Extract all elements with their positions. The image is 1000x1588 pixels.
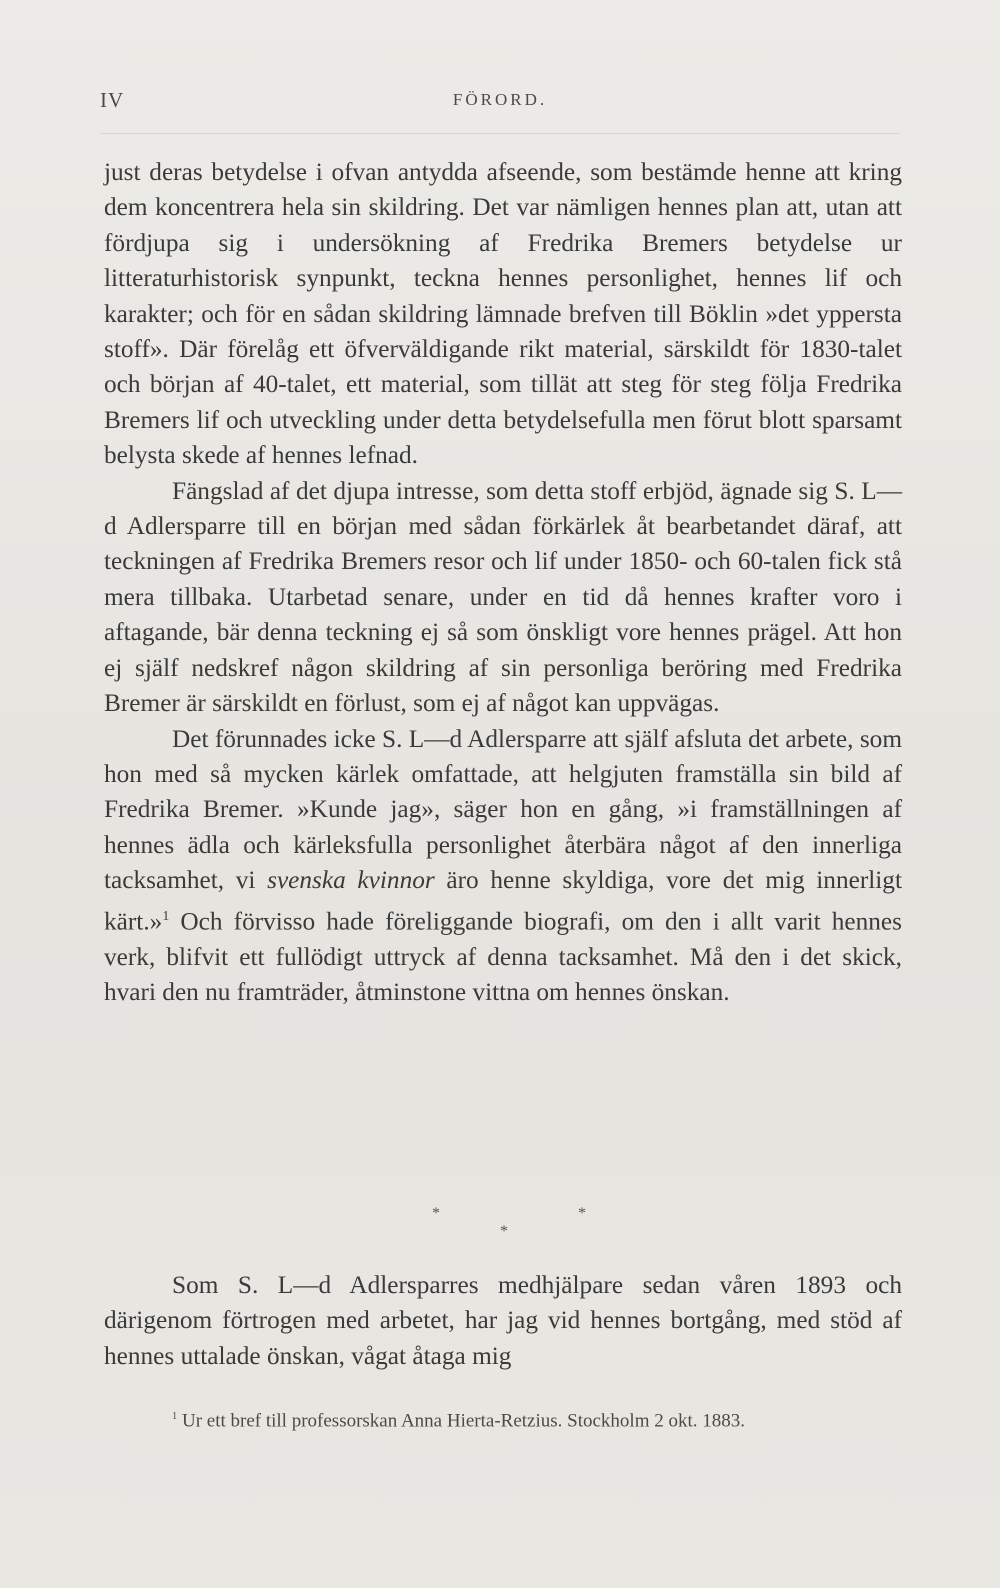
main-text-continued [104, 1268, 902, 1374]
paragraph-4: Som S. L—d Adlersparres medhjälpare sedan våren 1893 och därigenom förtrogen med arbetet, har jag vid hennes bortgång, med stöd af hennes uttalade önskan, vågat åtaga mig [104, 1271, 902, 1370]
footnote-text: Ur ett bref till professorskan Anna Hierta-Retzius. Stockholm 2 okt. 1883. [181, 1410, 746, 1432]
paragraph-2: Fängslad af det djupa intresse, som detta stoff erbjöd, ägnade sig S. L—d Adlersparre till en början med sådan förkärlek åt bearbetandet däraf, att teckningen af Fredrika Bremers resor och lif under 1850- och 60-talen fick stå mera tillbaka. Utarbetad senare, under en tid då hennes krafter voro i aftagande, bär denna teckning ej så som önskligt vore hennes prägel. Att hon ej själf nedskref någon skildring af sin personliga beröring med Fredrika Bremer är särskildt en förlust, som ej af något kan uppvägas. [104, 476, 902, 718]
footnote-reference: 1 [162, 908, 170, 924]
paragraph-1: just deras betydelse i ofvan antydda afseende, som bestämde henne att kring dem koncentrera hela sin skildring. Det var nämligen hennes plan att, utan att fördjupa sig i undersökning af Fredrika Bremers betydelse ur litteraturhistorisk synpunkt, teckna hennes personlighet, hennes lif och karakter; och för en sådan skildring lämnade brefven till Böklin »det yppersta stoff». Där förelåg ett öfverväldigande rikt material, särskildt för 1830-talet och början af 40-talet, ett material, som tillät att steg för steg följa Fredrika Bremers lif och utveckling under detta betydelsefulla men förut blott sparsamt belysta skede af hennes lefnad. [104, 158, 902, 470]
paragraph-3 [104, 722, 902, 1011]
footnote-marker: 1 [172, 1411, 178, 1422]
footnote [104, 1402, 902, 1436]
section-separator [0, 1205, 1000, 1245]
page-number: IV [100, 88, 125, 112]
paragraph-3-part-a: Det förunnades icke S. L—d Adlersparre att själf afsluta det arbete, som hon med så mycken kärlek omfattade, att helgjuten framställa sin bild af Fredrika Bremer. »Kunde jag», säger hon en gång, »i framställningen af hennes ädla och kärleksfulla personlighet återbära något af den innerliga tacksamhet, vi [104, 724, 902, 895]
main-text [104, 155, 902, 1010]
asterism-star: * [578, 1205, 586, 1222]
italic-phrase: svenska kvinnor [267, 866, 435, 895]
footnote-paragraph [104, 1402, 902, 1436]
paragraph-3-part-c: Och förvisso hade föreliggande biografi, om den i allt varit hennes verk, blifvit ett fullödigt uttryck af denna tacksamhet. Må den i det skick, hvari den nu framträder, åtminstone vittna om hennes önskan. [104, 907, 902, 1007]
page-header [100, 88, 900, 120]
asterism-star: * [432, 1205, 440, 1222]
header-rule [100, 133, 900, 134]
asterism-star: * [500, 1223, 508, 1240]
running-title: FÖRORD. [452, 90, 548, 109]
paragraph-3-part-b: äro henne skyldiga, vore det mig innerligt kärt.» [104, 866, 902, 936]
